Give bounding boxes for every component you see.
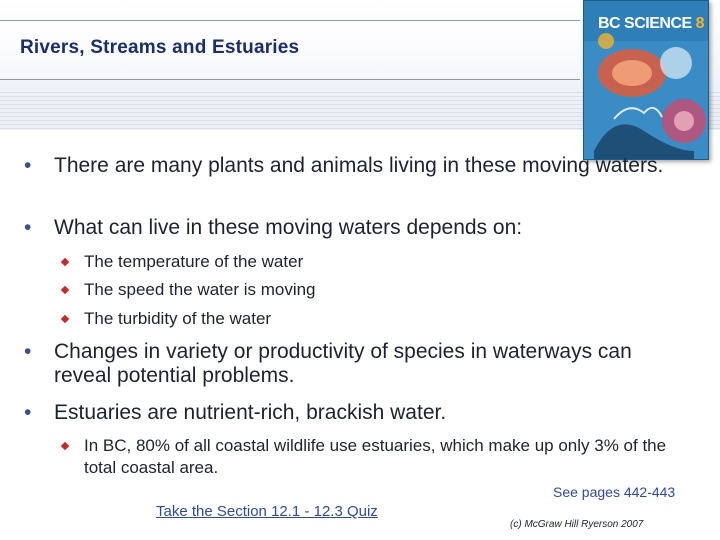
bullet-text: What can live in these moving waters depends on: bbox=[54, 216, 523, 239]
bullet-text: Changes in variety or productivity of species in waterways can reveal potential problems. bbox=[54, 340, 632, 387]
sub-bullet bbox=[62, 251, 682, 273]
bullet bbox=[24, 154, 684, 178]
diamond-bullet-icon bbox=[61, 315, 69, 323]
sub-bullet bbox=[62, 435, 682, 479]
bullet-text: Estuaries are nutrient-rich, brackish water. bbox=[54, 401, 447, 424]
book-cover-image bbox=[583, 0, 709, 160]
sub-bullet bbox=[62, 279, 682, 301]
sub-bullet-text: The turbidity of the water bbox=[84, 309, 272, 328]
bullet bbox=[24, 216, 684, 240]
cover-title: BC SCIENCE 8 bbox=[598, 15, 705, 32]
bullet-dot: • bbox=[24, 340, 32, 363]
bullet bbox=[24, 340, 684, 388]
bullet-text: There are many plants and animals living in these moving waters. bbox=[54, 154, 664, 177]
slide-title: Rivers, Streams and Estuaries bbox=[20, 37, 300, 58]
diamond-bullet-icon bbox=[61, 442, 69, 450]
sub-bullet-text: In BC, 80% of all coastal wildlife use estuaries, which make up only 3% of the total coastal area. bbox=[84, 436, 667, 477]
sub-bullet bbox=[62, 308, 682, 330]
see-pages-reference: See pages 442-443 bbox=[553, 484, 676, 500]
bullet-dot: • bbox=[24, 216, 32, 239]
copyright-notice: (c) McGraw Hill Ryerson 2007 bbox=[510, 519, 644, 530]
bullet-dot: • bbox=[24, 154, 32, 177]
quiz-link[interactable]: Take the Section 12.1 - 12.3 Quiz bbox=[156, 503, 378, 520]
sub-bullet-text: The temperature of the water bbox=[84, 252, 304, 271]
bullet-dot: • bbox=[24, 401, 32, 424]
diamond-bullet-icon bbox=[61, 258, 69, 266]
bullet bbox=[24, 401, 684, 425]
sub-bullet-text: The speed the water is moving bbox=[84, 280, 316, 299]
diamond-bullet-icon bbox=[61, 286, 69, 294]
